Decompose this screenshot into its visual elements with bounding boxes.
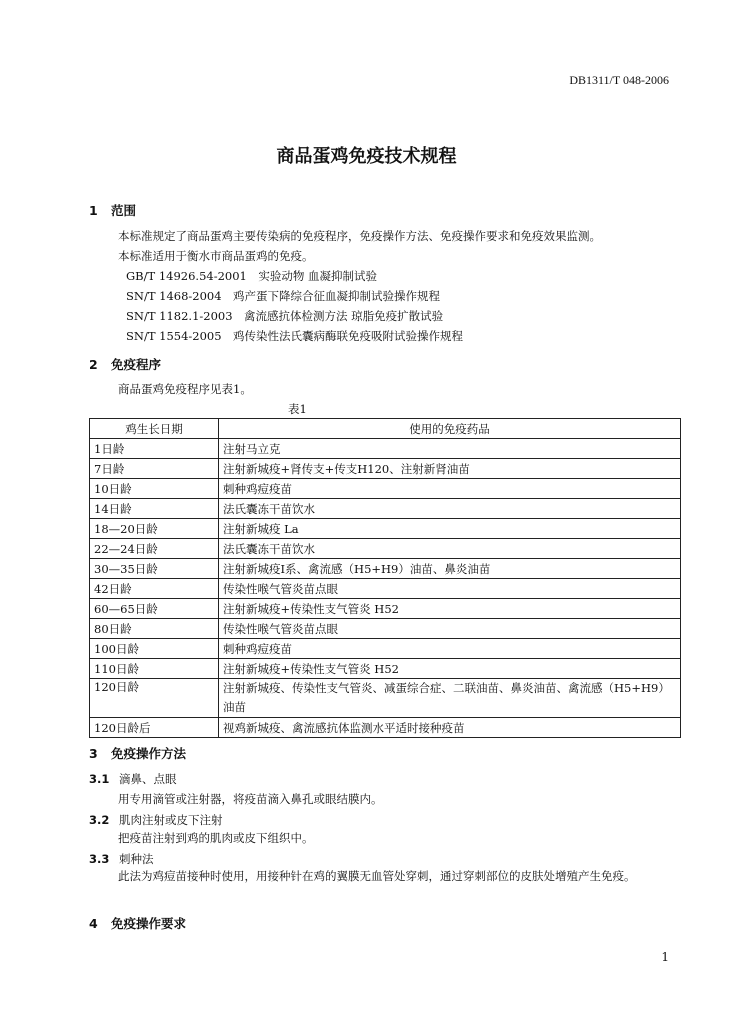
vaccine-cell: 刺种鸡痘疫苗	[219, 639, 681, 659]
section-3-heading	[89, 744, 186, 762]
vaccine-cell: 注射马立克	[219, 439, 681, 459]
age-cell: 22—24日龄	[90, 539, 219, 559]
vaccine-cell: 传染性喉气管炎苗点眼	[219, 579, 681, 599]
scope-paragraph-1: 本标准规定了商品蛋鸡主要传染病的免疫程序，免疫操作方法、免疫操作要求和免疫效果监测。	[118, 229, 601, 243]
table-row	[90, 579, 681, 599]
subsection-title: 滴鼻、点眼	[119, 772, 177, 786]
section-title: 免疫程序	[111, 357, 162, 372]
age-cell: 1日龄	[90, 439, 219, 459]
table-row	[90, 519, 681, 539]
subsection-number: 3.1	[89, 772, 110, 786]
subsection-3-3-heading	[89, 851, 154, 867]
age-cell: 10日龄	[90, 479, 219, 499]
table-row	[90, 659, 681, 679]
column-header-age: 鸡生长日期	[90, 419, 219, 439]
immunization-table	[89, 418, 681, 738]
standard-code: DB1311/T 048-2006	[569, 73, 669, 87]
reference-standard: SN/T 1468-2004 鸡产蛋下降综合征血凝抑制试验操作规程	[126, 289, 441, 303]
section-number: 2	[89, 357, 98, 372]
reference-standard: SN/T 1554-2005 鸡传染性法氏囊病酶联免疫吸附试验操作规程	[126, 329, 464, 343]
section-2-heading	[89, 355, 161, 373]
table-row	[90, 459, 681, 479]
vaccine-cell: 注射新城疫 La	[219, 519, 681, 539]
table-row	[90, 499, 681, 519]
subsection-3-1-heading	[89, 771, 177, 787]
vaccine-cell: 注射新城疫+肾传支+传支H120、注射新肾油苗	[219, 459, 681, 479]
age-cell: 100日龄	[90, 639, 219, 659]
vaccine-cell: 传染性喉气管炎苗点眼	[219, 619, 681, 639]
scope-paragraph-2: 本标准适用于衡水市商品蛋鸡的免疫。	[118, 249, 314, 263]
subsection-number: 3.2	[89, 813, 110, 827]
vaccine-cell: 注射新城疫Ⅰ系、禽流感（H5+H9）油苗、鼻炎油苗	[219, 559, 681, 579]
subsection-title: 刺种法	[119, 852, 154, 866]
reference-standard: GB/T 14926.54-2001 实验动物 血凝抑制试验	[126, 269, 378, 283]
subsection-text: 把疫苗注射到鸡的肌肉或皮下组织中。	[118, 831, 314, 845]
table-row	[90, 679, 681, 718]
section-title: 范围	[111, 203, 137, 218]
subsection-number: 3.3	[89, 852, 110, 866]
table-row	[90, 718, 681, 738]
table-row	[90, 599, 681, 619]
table-row	[90, 479, 681, 499]
program-intro: 商品蛋鸡免疫程序见表1。	[118, 382, 252, 396]
age-cell: 30—35日龄	[90, 559, 219, 579]
age-cell: 120日龄后	[90, 718, 219, 738]
age-cell: 60—65日龄	[90, 599, 219, 619]
subsection-title: 肌肉注射或皮下注射	[119, 813, 223, 827]
column-header-vaccine: 使用的免疫药品	[219, 419, 681, 439]
section-number: 3	[89, 746, 98, 761]
page-number: 1	[661, 950, 669, 964]
vaccine-cell: 视鸡新城疫、禽流感抗体监测水平适时接种疫苗	[219, 718, 681, 738]
vaccine-cell: 刺种鸡痘疫苗	[219, 479, 681, 499]
age-cell: 7日龄	[90, 459, 219, 479]
section-number: 4	[89, 916, 98, 931]
vaccine-cell: 法氏囊冻干苗饮水	[219, 539, 681, 559]
table-row	[90, 559, 681, 579]
vaccine-cell: 注射新城疫+传染性支气管炎 H52	[219, 659, 681, 679]
vaccine-cell: 注射新城疫+传染性支气管炎 H52	[219, 599, 681, 619]
section-4-heading	[89, 914, 186, 932]
table-row	[90, 639, 681, 659]
table-row	[90, 439, 681, 459]
age-cell: 120日龄	[90, 679, 219, 718]
age-cell: 18—20日龄	[90, 519, 219, 539]
subsection-3-2-heading	[89, 812, 223, 828]
table-header-row	[90, 419, 681, 439]
age-cell: 42日龄	[90, 579, 219, 599]
subsection-text: 用专用滴管或注射器，将疫苗滴入鼻孔或眼结膜内。	[118, 792, 383, 806]
section-title: 免疫操作方法	[111, 746, 187, 761]
document-title: 商品蛋鸡免疫技术规程	[276, 146, 457, 167]
section-title: 免疫操作要求	[111, 916, 187, 931]
table-row	[90, 539, 681, 559]
reference-standard: SN/T 1182.1-2003 禽流感抗体检测方法 琼脂免疫扩散试验	[126, 309, 444, 323]
vaccine-cell: 法氏囊冻干苗饮水	[219, 499, 681, 519]
section-number: 1	[89, 203, 98, 218]
age-cell: 110日龄	[90, 659, 219, 679]
age-cell: 80日龄	[90, 619, 219, 639]
subsection-text: 此法为鸡痘苗接种时使用，用接种针在鸡的翼膜无血管处穿刺，通过穿刺部位的皮肤处增殖产生免疫。	[118, 869, 636, 883]
table-row	[90, 619, 681, 639]
section-1-heading	[89, 201, 136, 219]
age-cell: 14日龄	[90, 499, 219, 519]
table-caption: 表1	[288, 402, 307, 416]
vaccine-cell: 注射新城疫、传染性支气管炎、减蛋综合症、二联油苗、鼻炎油苗、禽流感（H5+H9）油苗	[219, 679, 681, 718]
